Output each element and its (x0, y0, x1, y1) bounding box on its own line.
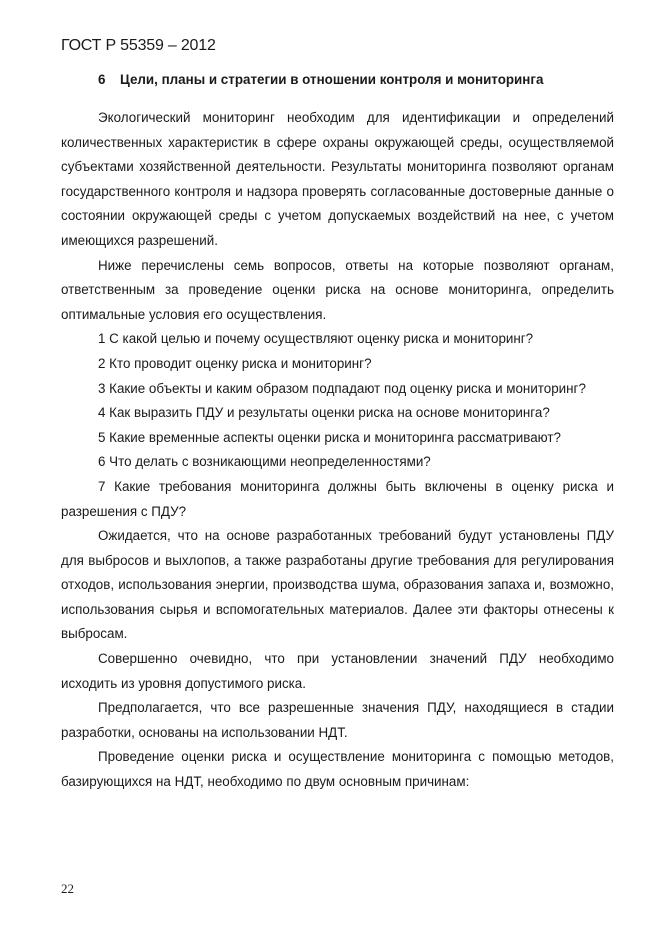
list-item-question-3: 3 Какие объекты и каким образом подпадают под оценку риска и мониторинг? (98, 380, 586, 396)
page-number: 22 (61, 881, 74, 896)
list-item-question-7: 7 Какие требования мониторинга должны быть включены в оценку риска и разрешения с ПДУ? (61, 478, 614, 519)
paragraph-two-reasons: Проведение оценки риска и осуществление мониторинга с помощью методов, базирующихся на НДТ, необходимо по двум основным причинам: (61, 749, 614, 790)
list-item-question-2: 2 Кто проводит оценку риска и мониторинг? (98, 355, 372, 371)
list-item-question-4: 4 Как выразить ПДУ и результаты оценки риска на основе мониторинга? (98, 405, 550, 421)
body-text (61, 106, 614, 795)
paragraph-expected-requirements: Ожидается, что на основе разработанных требований будут установлены ПДУ для выбросов и выхлопов, а также разработаны другие требования для регулирования отходов, использования энергии, производства шума, образования запаха и, возможно, использования сырья и вспомогательных материалов. Далее эти факторы отнесены к выбросам. (61, 528, 614, 642)
section-title: Цели, планы и стратегии в отношении контроля и мониторинга (120, 72, 544, 87)
document-code: ГОСТ Р 55359 – 2012 (61, 37, 216, 54)
list-item-question-5: 5 Какие временные аспекты оценки риска и мониторинга рассматривают? (98, 429, 561, 445)
paragraph-ndt-basis: Предполагается, что все разрешенные значения ПДУ, находящиеся в стадии разработки, основаны на использовании НДТ. (61, 700, 614, 740)
list-item-question-6: 6 Что делать с возникающими неопределенностями? (98, 454, 431, 470)
list-item-question-1: 1 С какой целью и почему осуществляют оценку риска и мониторинг? (98, 331, 534, 347)
paragraph-monitoring-purpose: Экологический мониторинг необходим для идентификации и определений количественных характеристик в сфере охраны окружающей среды, осуществляемой субъектами хозяйственной деятельности. Результаты мониторинга позволяют органам государственного контроля и надзора проверять согласованные достоверные данные о состоянии окружающей среды с учетом допускаемых воздействий на нее, с учетом имеющихся разрешений. (61, 110, 614, 248)
paragraph-seven-questions-intro: Ниже перечислены семь вопросов, ответы на которые позволяют органам, ответственным за проведение оценки риска на основе мониторинга, определить оптимальные условия его осуществления. (61, 257, 614, 322)
paragraph-acceptable-risk: Совершенно очевидно, что при установлении значений ПДУ необходимо исходить из уровня допустимого риска. (61, 651, 614, 691)
section-number: 6 (98, 72, 106, 87)
section-heading (98, 72, 543, 87)
